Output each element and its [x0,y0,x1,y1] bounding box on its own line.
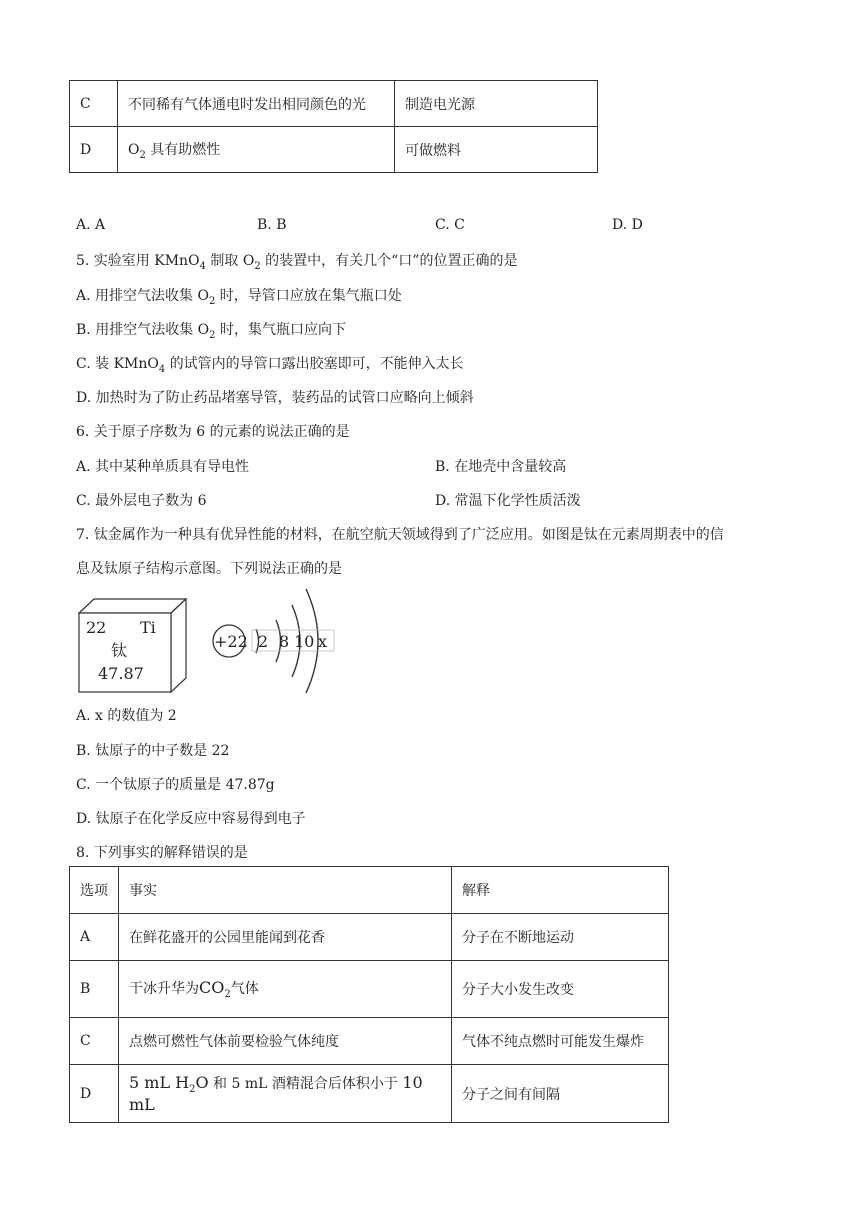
atomic-number: 22 [86,618,107,637]
question-5-option-b: B. 用排空气法收集 $O_2$ 时，集气瓶口应向下 [76,322,346,341]
row-explain: 气体不纯点燃时可能发生爆炸 [452,1018,669,1065]
row-key: D [70,127,118,173]
row-explain: 分子大小发生改变 [452,961,669,1018]
shell-1-electrons: 2 [258,632,269,651]
question-8-stem: 8. 下列事实的解释错误的是 [76,845,248,861]
option-b: B. B [257,217,287,233]
question-5-option-a: A. 用排空气法收集 $O_2$ 时，导管口应放在集气瓶口处 [76,288,402,307]
question-5-option-d: D. 加热时为了防止药品堵塞导管，装药品的试管口应略向上倾斜 [76,390,474,406]
fact-text: 具有助燃性 [150,141,221,158]
element-name: 钛 [111,641,128,660]
row-key: C [70,1018,119,1065]
question-5-stem: 5. 实验室用 KMnO$_4$ 制取 $O_2$ 的装置中，有关几个“口”的位置正确的是 [76,253,518,272]
question-7-option-b: B. 钛原子的中子数是 22 [76,743,230,759]
shell-2-electrons: 8 [279,632,290,651]
row-explain: 分子在不断地运动 [452,914,669,961]
shell-3-electrons: 10 [294,632,315,651]
subscript: 2 [139,149,146,161]
header-option: 选项 [70,867,119,914]
question-7-option-a: A. x 的数值为 2 [76,708,177,724]
question-6-option-d: D. 常温下化学性质活泼 [435,493,581,509]
row-fact: 5 mL $H_2O$ 和 5 mL 酒精混合后体积小于 10 mL [119,1065,452,1123]
row-use: 可做燃料 [395,127,598,173]
row-key: D [70,1065,119,1123]
option-a: A. A [76,217,106,233]
question-6-stem: 6. 关于原子序数为 6 的元素的说法正确的是 [76,424,350,440]
row-key: C [70,81,118,127]
row-fact: 干冰升华为$CO_2$气体 [119,961,452,1018]
question-7-stem-line1: 7. 钛金属作为一种具有优异性能的材料，在航空航天领域得到了广泛应用。如图是钛在元素周期表中的信 [76,527,724,543]
table-row [70,961,669,1018]
table-row [70,127,598,173]
periodic-element-card [78,598,190,694]
option-c: C. C [435,217,465,233]
answer-table-q4 [69,80,598,173]
table-row [70,1018,669,1065]
question-6-option-c: C. 最外层电子数为 6 [76,493,207,509]
nucleus-charge: +22 [214,632,248,651]
row-fact: 不同稀有气体通电时发出相同颜色的光 [118,81,395,127]
question-6-option-a: A. 其中某种单质具有导电性 [76,459,250,475]
element-symbol: Ti [140,618,156,637]
row-fact: 在鲜花盛开的公园里能闻到花香 [119,914,452,961]
row-use: 制造电光源 [395,81,598,127]
option-d: D. D [612,217,643,233]
answer-table-q8 [69,866,669,1123]
table-header-row [70,867,669,914]
question-6-option-b: B. 在地壳中含量较高 [435,459,567,475]
formula-text: O [128,141,140,158]
question-7-option-c: C. 一个钛原子的质量是 47.87g [76,777,275,793]
question-5-option-c: C. 装 KMnO$_4$ 的试管内的导管口露出胶塞即可，不能伸入太长 [76,356,464,375]
row-key: A [70,914,119,961]
row-fact [118,127,395,173]
table-row [70,1065,669,1123]
question-7-stem-line2: 息及钛原子结构示意图。下列说法正确的是 [76,561,342,577]
table-row [70,914,669,961]
question-7-option-d: D. 钛原子在化学反应中容易得到电子 [76,811,306,827]
header-explain: 解释 [452,867,669,914]
row-explain: 分子之间有间隔 [452,1065,669,1123]
row-fact: 点燃可燃性气体前要检验气体纯度 [119,1018,452,1065]
row-key: B [70,961,119,1018]
shell-4-electrons: x [318,632,328,651]
header-fact: 事实 [119,867,452,914]
atom-structure-diagram [210,585,340,697]
table-row [70,81,598,127]
atomic-mass: 47.87 [98,664,144,683]
